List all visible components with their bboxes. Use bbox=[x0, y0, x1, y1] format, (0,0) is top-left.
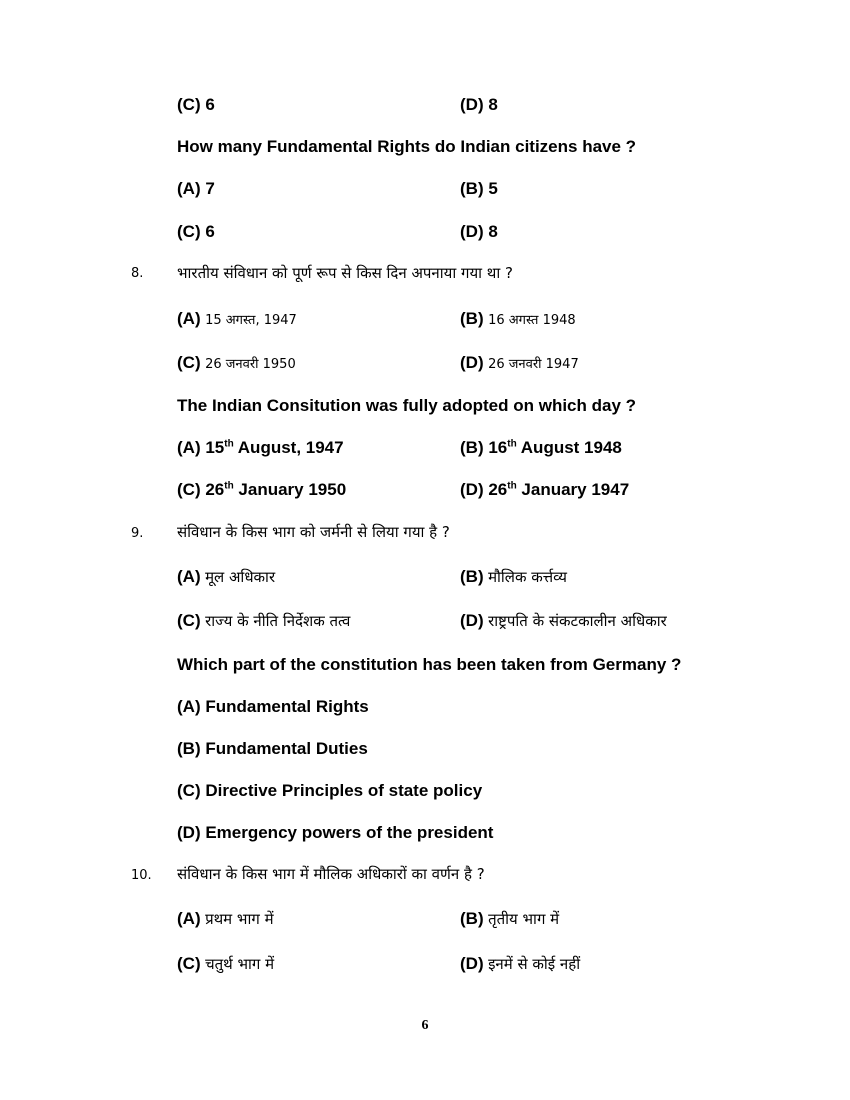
option-label: (B) bbox=[460, 309, 484, 328]
option-text: January 1947 bbox=[516, 480, 630, 499]
ordinal-suffix: th bbox=[507, 480, 517, 492]
option-b-hindi bbox=[460, 567, 567, 587]
option-label: (D) bbox=[460, 353, 484, 372]
option-b-hindi bbox=[460, 909, 559, 929]
option-text: January 1950 bbox=[233, 480, 347, 499]
option-d-hindi bbox=[460, 954, 580, 974]
option-d: (D) 8 bbox=[460, 222, 498, 241]
option-text: (A) 15 bbox=[177, 438, 225, 457]
option-label: (C) bbox=[177, 611, 201, 630]
question-text: The Indian Consitution was fully adopted on which day ? bbox=[177, 396, 637, 415]
question-number: 9. bbox=[131, 526, 144, 541]
question-text-hindi: संविधान के किस भाग में मौलिक अधिकारों का वर्णन है ? bbox=[177, 865, 485, 883]
option-label: (A) bbox=[177, 567, 201, 586]
question-text-hindi: भारतीय संविधान को पूर्ण रूप से किस दिन अपनाया गया था ? bbox=[177, 264, 513, 282]
option-text: चतुर्थ भाग में bbox=[205, 955, 275, 973]
option-d-hindi bbox=[460, 353, 579, 373]
option-a-hindi bbox=[177, 909, 274, 929]
option-d bbox=[460, 480, 629, 500]
option-text: तृतीय भाग में bbox=[488, 910, 560, 928]
ordinal-suffix: th bbox=[224, 480, 234, 492]
option-label: (A) bbox=[177, 909, 201, 928]
option-text: August 1948 bbox=[516, 438, 622, 457]
option-text: 26 जनवरी 1950 bbox=[205, 357, 296, 372]
option-text: राष्ट्रपति के संकटकालीन अधिकार bbox=[488, 612, 667, 630]
option-d: (D) Emergency powers of the president bbox=[177, 823, 494, 842]
option-a-hindi bbox=[177, 567, 275, 587]
ordinal-suffix: th bbox=[507, 438, 517, 450]
option-text: (D) 26 bbox=[460, 480, 508, 499]
question-number: 10. bbox=[131, 868, 152, 883]
option-text: (B) 16 bbox=[460, 438, 508, 457]
option-a: (A) Fundamental Rights bbox=[177, 697, 369, 716]
option-c: (C) Directive Principles of state policy bbox=[177, 781, 483, 800]
option-text: मौलिक कर्त्तव्य bbox=[488, 568, 567, 586]
option-label: (D) bbox=[460, 954, 484, 973]
option-a bbox=[177, 438, 344, 458]
option-d-hindi bbox=[460, 611, 667, 631]
option-b: (B) 5 bbox=[460, 179, 498, 198]
option-a: (A) 7 bbox=[177, 179, 215, 198]
option-text: राज्य के नीति निर्देशक तत्व bbox=[205, 612, 351, 630]
option-c: (C) 6 bbox=[177, 95, 215, 114]
option-c-hindi bbox=[177, 611, 350, 631]
question-text: How many Fundamental Rights do Indian citizens have ? bbox=[177, 137, 637, 156]
option-text: मूल अधिकार bbox=[205, 568, 276, 586]
option-d: (D) 8 bbox=[460, 95, 498, 114]
option-label: (B) bbox=[460, 909, 484, 928]
option-text: 16 अगस्त 1948 bbox=[488, 313, 576, 328]
ordinal-suffix: th bbox=[224, 438, 234, 450]
option-label: (A) bbox=[177, 309, 201, 328]
option-b: (B) Fundamental Duties bbox=[177, 739, 368, 758]
option-label: (C) bbox=[177, 954, 201, 973]
option-text: 26 जनवरी 1947 bbox=[488, 357, 579, 372]
option-text: 15 अगस्त, 1947 bbox=[205, 313, 297, 328]
option-c bbox=[177, 480, 346, 500]
page-number: 6 bbox=[421, 1018, 429, 1033]
option-label: (B) bbox=[460, 567, 484, 586]
option-a-hindi bbox=[177, 309, 297, 329]
option-label: (D) bbox=[460, 611, 484, 630]
option-b bbox=[460, 438, 622, 458]
option-c: (C) 6 bbox=[177, 222, 215, 241]
option-text: (C) 26 bbox=[177, 480, 225, 499]
question-text: Which part of the constitution has been taken from Germany ? bbox=[177, 655, 682, 674]
option-c-hindi bbox=[177, 954, 274, 974]
option-text: इनमें से कोई नहीं bbox=[488, 955, 581, 973]
option-text: प्रथम भाग में bbox=[205, 910, 274, 928]
option-c-hindi bbox=[177, 353, 296, 373]
question-text-hindi: संविधान के किस भाग को जर्मनी से लिया गया है ? bbox=[177, 523, 450, 541]
question-number: 8. bbox=[131, 266, 144, 281]
option-label: (C) bbox=[177, 353, 201, 372]
option-text: August, 1947 bbox=[233, 438, 344, 457]
option-b-hindi bbox=[460, 309, 576, 329]
